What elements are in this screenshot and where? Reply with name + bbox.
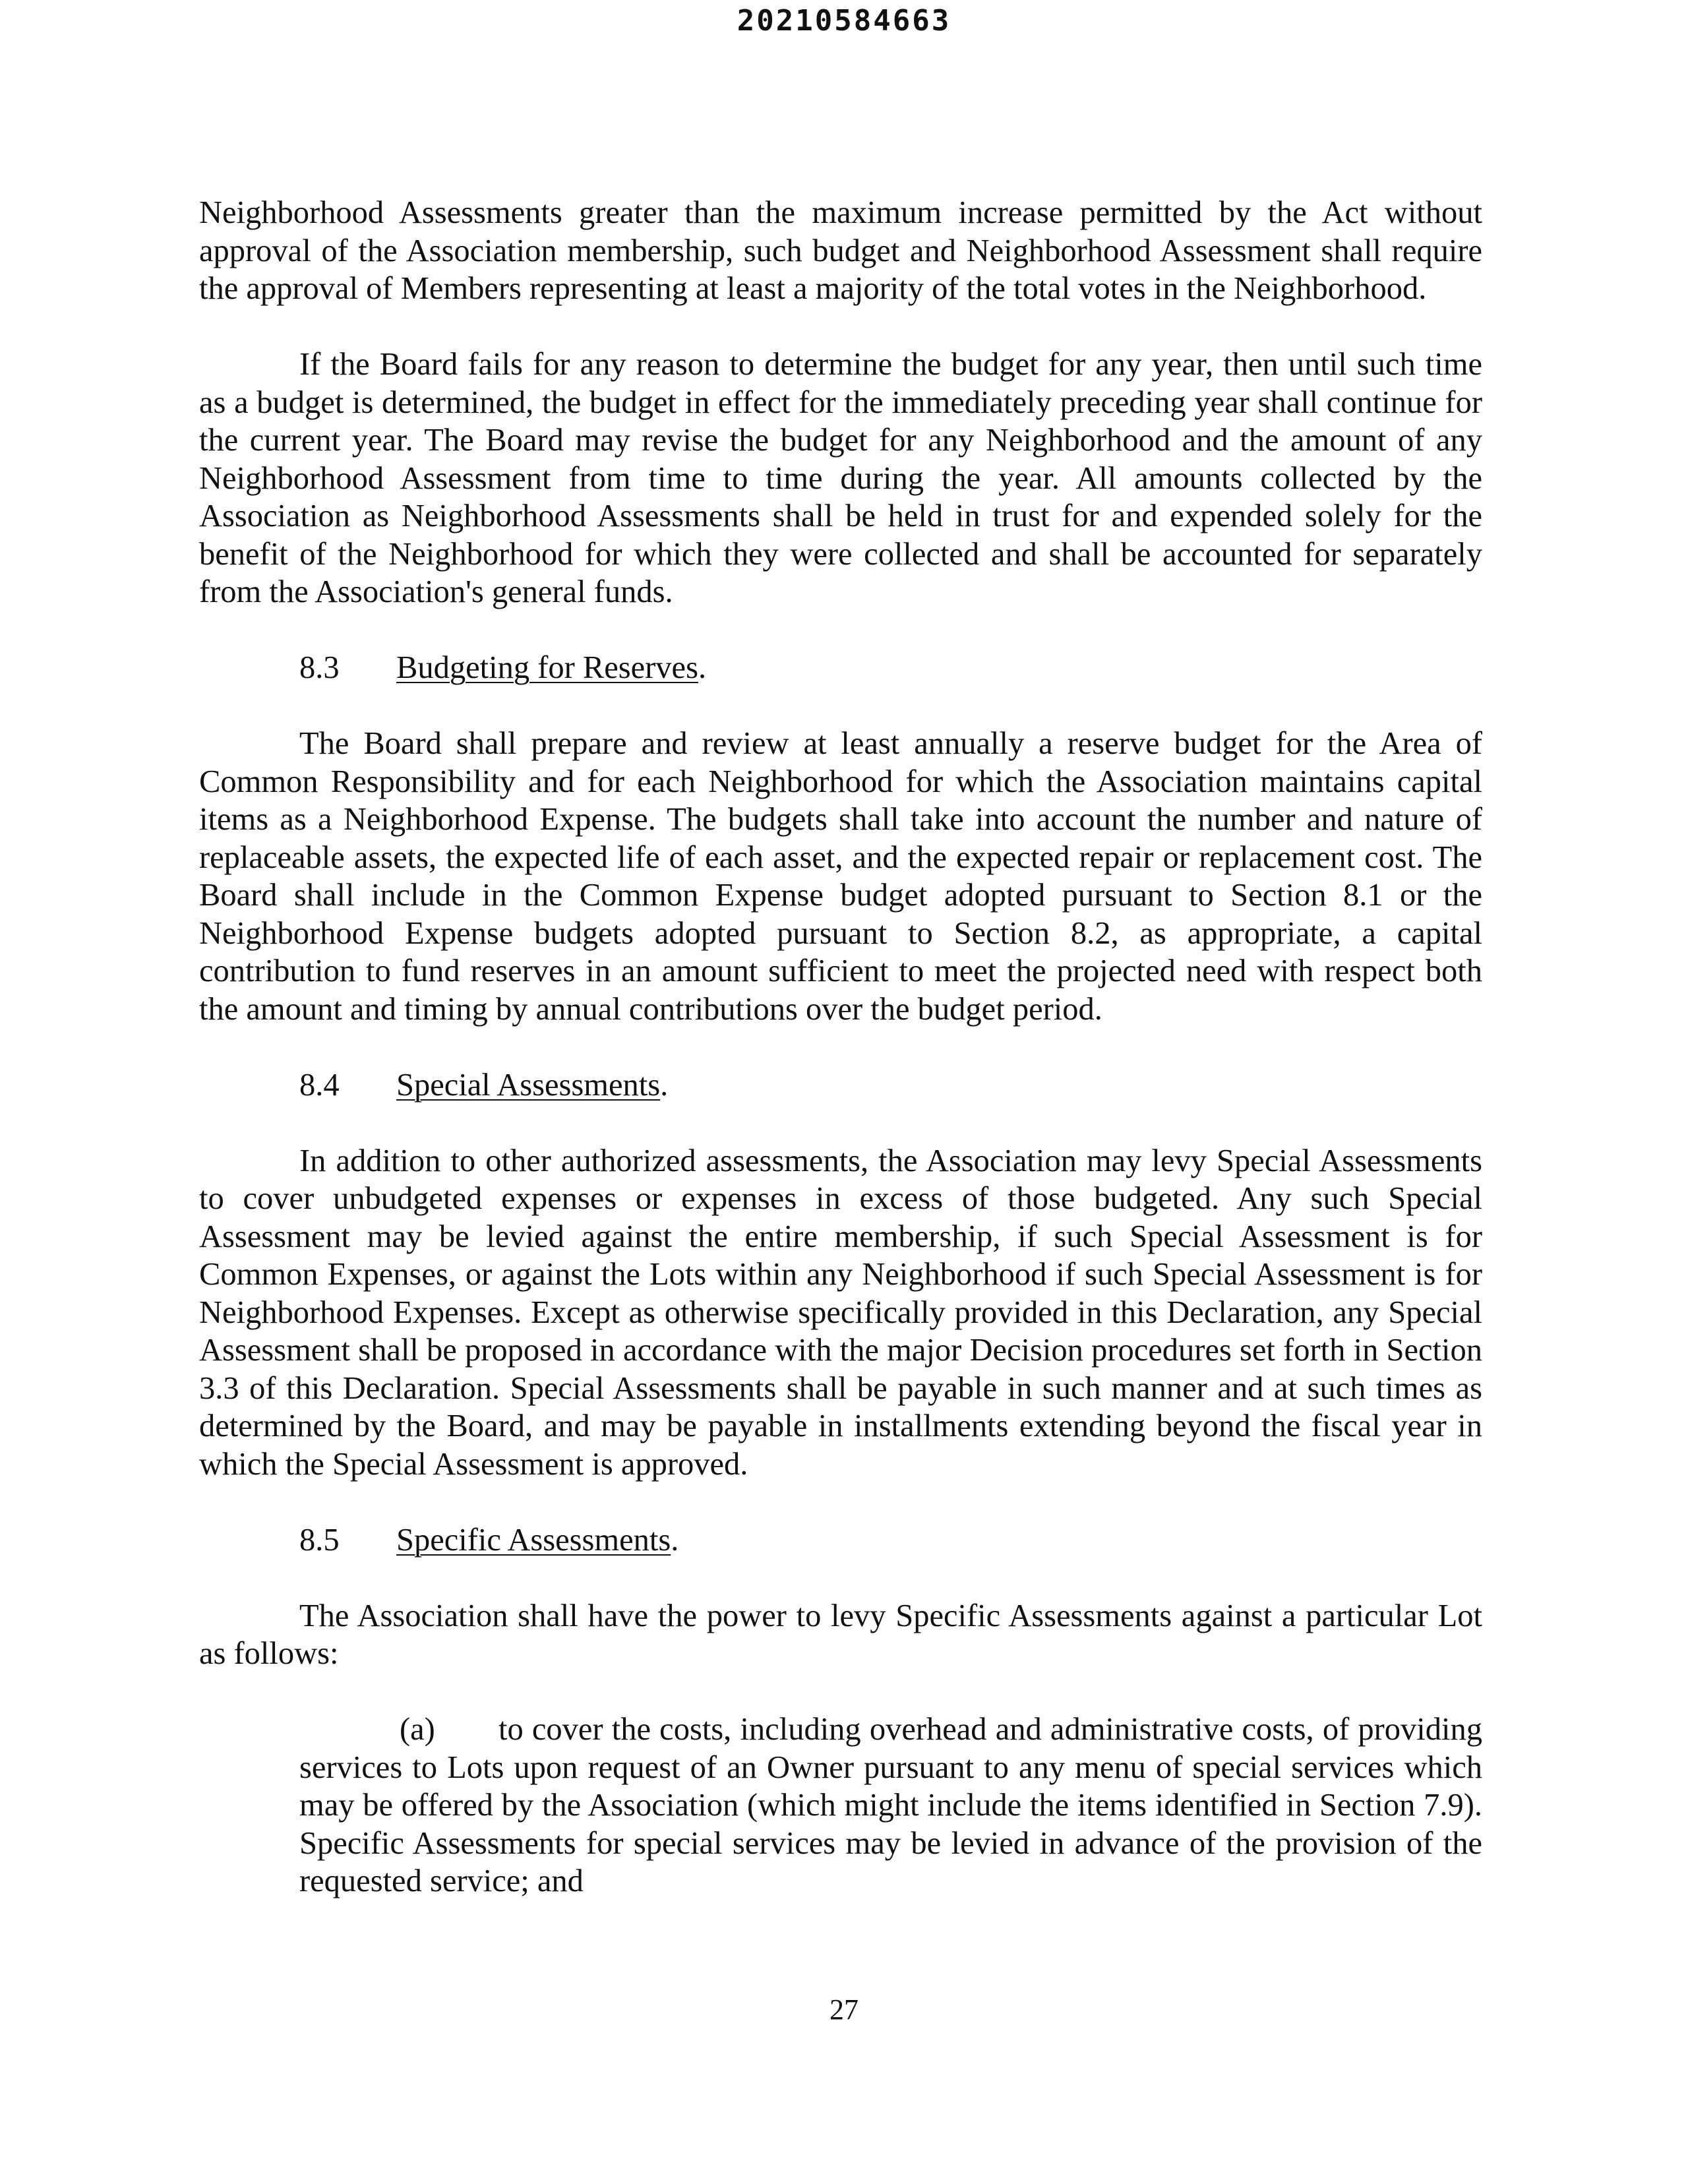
section-heading-8-3 (199, 649, 1482, 687)
section-number: 8.5 (299, 1522, 340, 1558)
paragraph-reserves: The Board shall prepare and review at least annually a reserve budget for the Area of Common Responsibility and for each Neighborhood for which the Association maintains capital items as a Neighborhood Expense. The budgets shall take into account the number and nature of replaceable assets, the expected life of each asset, and the expected repair or replacement cost. The Board shall include in the Common Expense budget adopted pursuant to Section 8.1 or the Neighborhood Expense budgets adopted pursuant to Section 8.2, as appropriate, a capital contribution to fund reserves in an amount sufficient to meet the projected need with respect both the amount and timing by annual contributions over the budget period. (199, 726, 1482, 1027)
section-title: Special Assessments (396, 1067, 661, 1103)
section-title: Specific Assessments (396, 1522, 671, 1558)
section-heading-8-5 (199, 1521, 1482, 1560)
paragraph-special-assessments: In addition to other authorized assessments, the Association may levy Special Assessments to cover unbudgeted expenses or expenses in excess of those budgeted. Any such Special Assessment may be levied against the entire membership, if such Special Assessment is for Common Expenses, or against the Lots within any Neighborhood if such Special Assessment is for Neighborhood Expenses. Except as otherwise specifically provided in this Declaration, any Special Assessment shall be proposed in accordance with the major Decision procedures set forth in Section 3.3 of this Declaration. Special Assessments shall be payable in such manner and at such times as determined by the Board, and may be payable in installments extending beyond the fiscal year in which the Special Assessment is approved. (199, 1143, 1482, 1482)
heading-period: . (671, 1522, 679, 1558)
section-number: 8.4 (299, 1067, 340, 1103)
paragraph-budget-approval: Neighborhood Assessments greater than the maximum increase permitted by the Act without approval of the Association membership, such budget and Neighborhood Assessment shall require the approval of Members representing at least a majority of the total votes in the Neighborhood. (199, 195, 1482, 306)
list-item-text: to cover the costs, including overhead and administrative costs, of providing services to Lots upon request of an Owner pursuant to any menu of special services which may be offered by the Association (which might include the items identified in Section 7.9). Specific Assessments for special services may be levied in advance of the provision of the requested service; and (299, 1712, 1482, 1898)
paragraph-board-fails: If the Board fails for any reason to determine the budget for any year, then until such time as a budget is determined, the budget in effect for the immediately preceding year shall continue for the current year. The Board may revise the budget for any Neighborhood and the amount of any Neighborhood Assessment from time to time during the year. All amounts collected by the Association as Neighborhood Assessments shall be held in trust for and expended solely for the benefit of the Neighborhood for which they were collected and shall be accounted for separately from the Association's general funds. (199, 347, 1482, 609)
page-body (199, 194, 1482, 1938)
document-number: 20210584663 (737, 4, 951, 38)
heading-period: . (660, 1067, 669, 1103)
section-number: 8.3 (299, 650, 340, 685)
list-item-marker: (a) (400, 1712, 435, 1747)
list-item-a (199, 1711, 1482, 1900)
section-title: Budgeting for Reserves (396, 650, 698, 685)
paragraph-specific-assessments: The Association shall have the power to levy Specific Assessments against a particular Lot as follows: (199, 1598, 1482, 1671)
heading-period: . (698, 650, 707, 685)
section-heading-8-4 (199, 1066, 1482, 1105)
page-number: 27 (829, 1993, 859, 2026)
